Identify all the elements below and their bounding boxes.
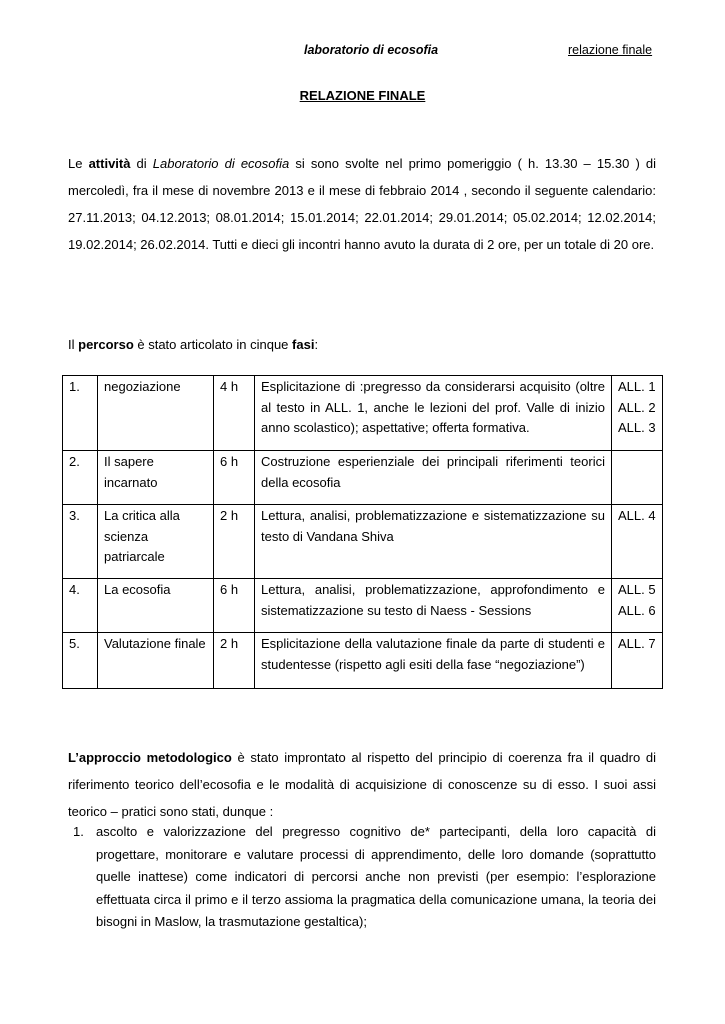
attachment-ref: ALL. 7: [618, 636, 656, 651]
phase-attachments: [612, 451, 663, 505]
phases-table: [62, 375, 663, 689]
percorso-line: [68, 337, 318, 352]
attachment-ref: ALL. 6: [618, 602, 656, 618]
attachment-ref: ALL. 2: [618, 399, 656, 415]
phase-number: 1.: [63, 376, 98, 451]
phase-name: negoziazione: [98, 376, 214, 451]
list-item-number: 1.: [73, 824, 84, 839]
phase-description: Costruzione esperienziale dei principali riferimenti teorici della ecosofia: [255, 451, 612, 505]
phase-name: La ecosofia: [98, 579, 214, 633]
phase-name: Il sapere incarnato: [98, 451, 214, 505]
intro-text-3: si sono svolte nel primo pomeriggio ( h. 13.30 – 15.30 ) di mercoledì, fra il mese di novembre 2013 e il mese di febbraio 2014 , secondo il seguente calendario: 27.11.2013; 04.12.2013; 08.01.2014; 15.01.2014; 22.01.2014; 29.01.2014; 05.02.2014; 12.02.2014; 19.02.2014; 26.02.2014. Tutti e dieci gli incontri hanno avuto la durata di 2 ore, per un totale di 20 ore.: [68, 156, 657, 252]
percorso-text-2: è stato articolato in cinque: [133, 337, 293, 352]
phase-description: Esplicitazione della valutazione finale da parte di studenti e studentesse (rispetto agli esiti della fase “negoziazione”): [255, 633, 612, 689]
table-row: [63, 376, 663, 451]
page-title: RELAZIONE FINALE: [299, 88, 426, 103]
intro-bold-attivita: attività: [88, 156, 131, 171]
percorso-text-3: :: [314, 337, 319, 352]
attachment-ref: ALL. 3: [618, 420, 656, 435]
phase-name: La critica alla scienza patriarcale: [98, 505, 214, 579]
phase-attachments: [612, 633, 663, 689]
phase-attachments: [612, 376, 663, 451]
phase-hours: 2 h: [214, 505, 255, 579]
phase-hours: 4 h: [214, 376, 255, 451]
phase-attachments: [612, 579, 663, 633]
percorso-text-1: Il: [68, 337, 79, 352]
header-left: laboratorio di ecosofia: [304, 43, 439, 57]
table-row: [63, 633, 663, 689]
list-item: [68, 821, 656, 934]
approccio-bold: L’approccio metodologico: [68, 750, 232, 765]
approccio-text: è stato improntato al rispetto del principio di coerenza fra il quadro di riferimento teorico dell’ecosofia e le modalità di acquisizione di conoscenze su di esso. I suoi assi teorico – pratici sono stati, dunque :: [68, 750, 656, 819]
assi-list: [68, 821, 656, 934]
list-item-text: ascolto e valorizzazione del pregresso cognitivo de* partecipanti, della loro capacità di progettare, monitorare e valutare processi di apprendimento, delle loro domande (soprattutto quelle inattese) come indicatori di percorsi anche non previsti (per esempio: l’esplorazione effettuata circa il primo e il terzo assioma la pragmatica della comunicazione umana, la teoria dei bisogni in Maslow, la trasmutazione gestaltica);: [96, 824, 656, 929]
phase-attachments: [612, 505, 663, 579]
phase-name: Valutazione finale: [98, 633, 214, 689]
phase-number: 2.: [63, 451, 98, 505]
attachment-ref: ALL. 1: [618, 379, 656, 394]
phase-description: Lettura, analisi, problematizzazione, approfondimento e sistematizzazione su testo di Naess - Sessions: [255, 579, 612, 633]
percorso-bold-2: fasi: [292, 337, 315, 352]
table-row: [63, 505, 663, 579]
phase-description: Lettura, analisi, problematizzazione e sistematizzazione su testo di Vandana Shiva: [255, 505, 612, 579]
phase-number: 3.: [63, 505, 98, 579]
intro-text-1: Le: [68, 156, 89, 171]
intro-italic-lab: Laboratorio di ecosofia: [152, 156, 290, 171]
phase-hours: 6 h: [214, 451, 255, 505]
approccio-paragraph: [68, 744, 656, 825]
phase-hours: 6 h: [214, 579, 255, 633]
header-right: relazione finale: [568, 43, 653, 57]
attachment-ref: ALL. 5: [618, 582, 656, 597]
attachment-ref: ALL. 4: [618, 508, 656, 523]
table-row: [63, 451, 663, 505]
intro-paragraph: [68, 150, 656, 258]
phase-number: 4.: [63, 579, 98, 633]
phase-number: 5.: [63, 633, 98, 689]
percorso-bold-1: percorso: [78, 337, 134, 352]
table-row: [63, 579, 663, 633]
phase-description: Esplicitazione di :pregresso da considerarsi acquisito (oltre al testo in ALL. 1, anche le lezioni del prof. Valle di inizio anno scolastico); aspettative; offerta formativa.: [255, 376, 612, 451]
phase-hours: 2 h: [214, 633, 255, 689]
intro-text-2: di: [130, 156, 153, 171]
